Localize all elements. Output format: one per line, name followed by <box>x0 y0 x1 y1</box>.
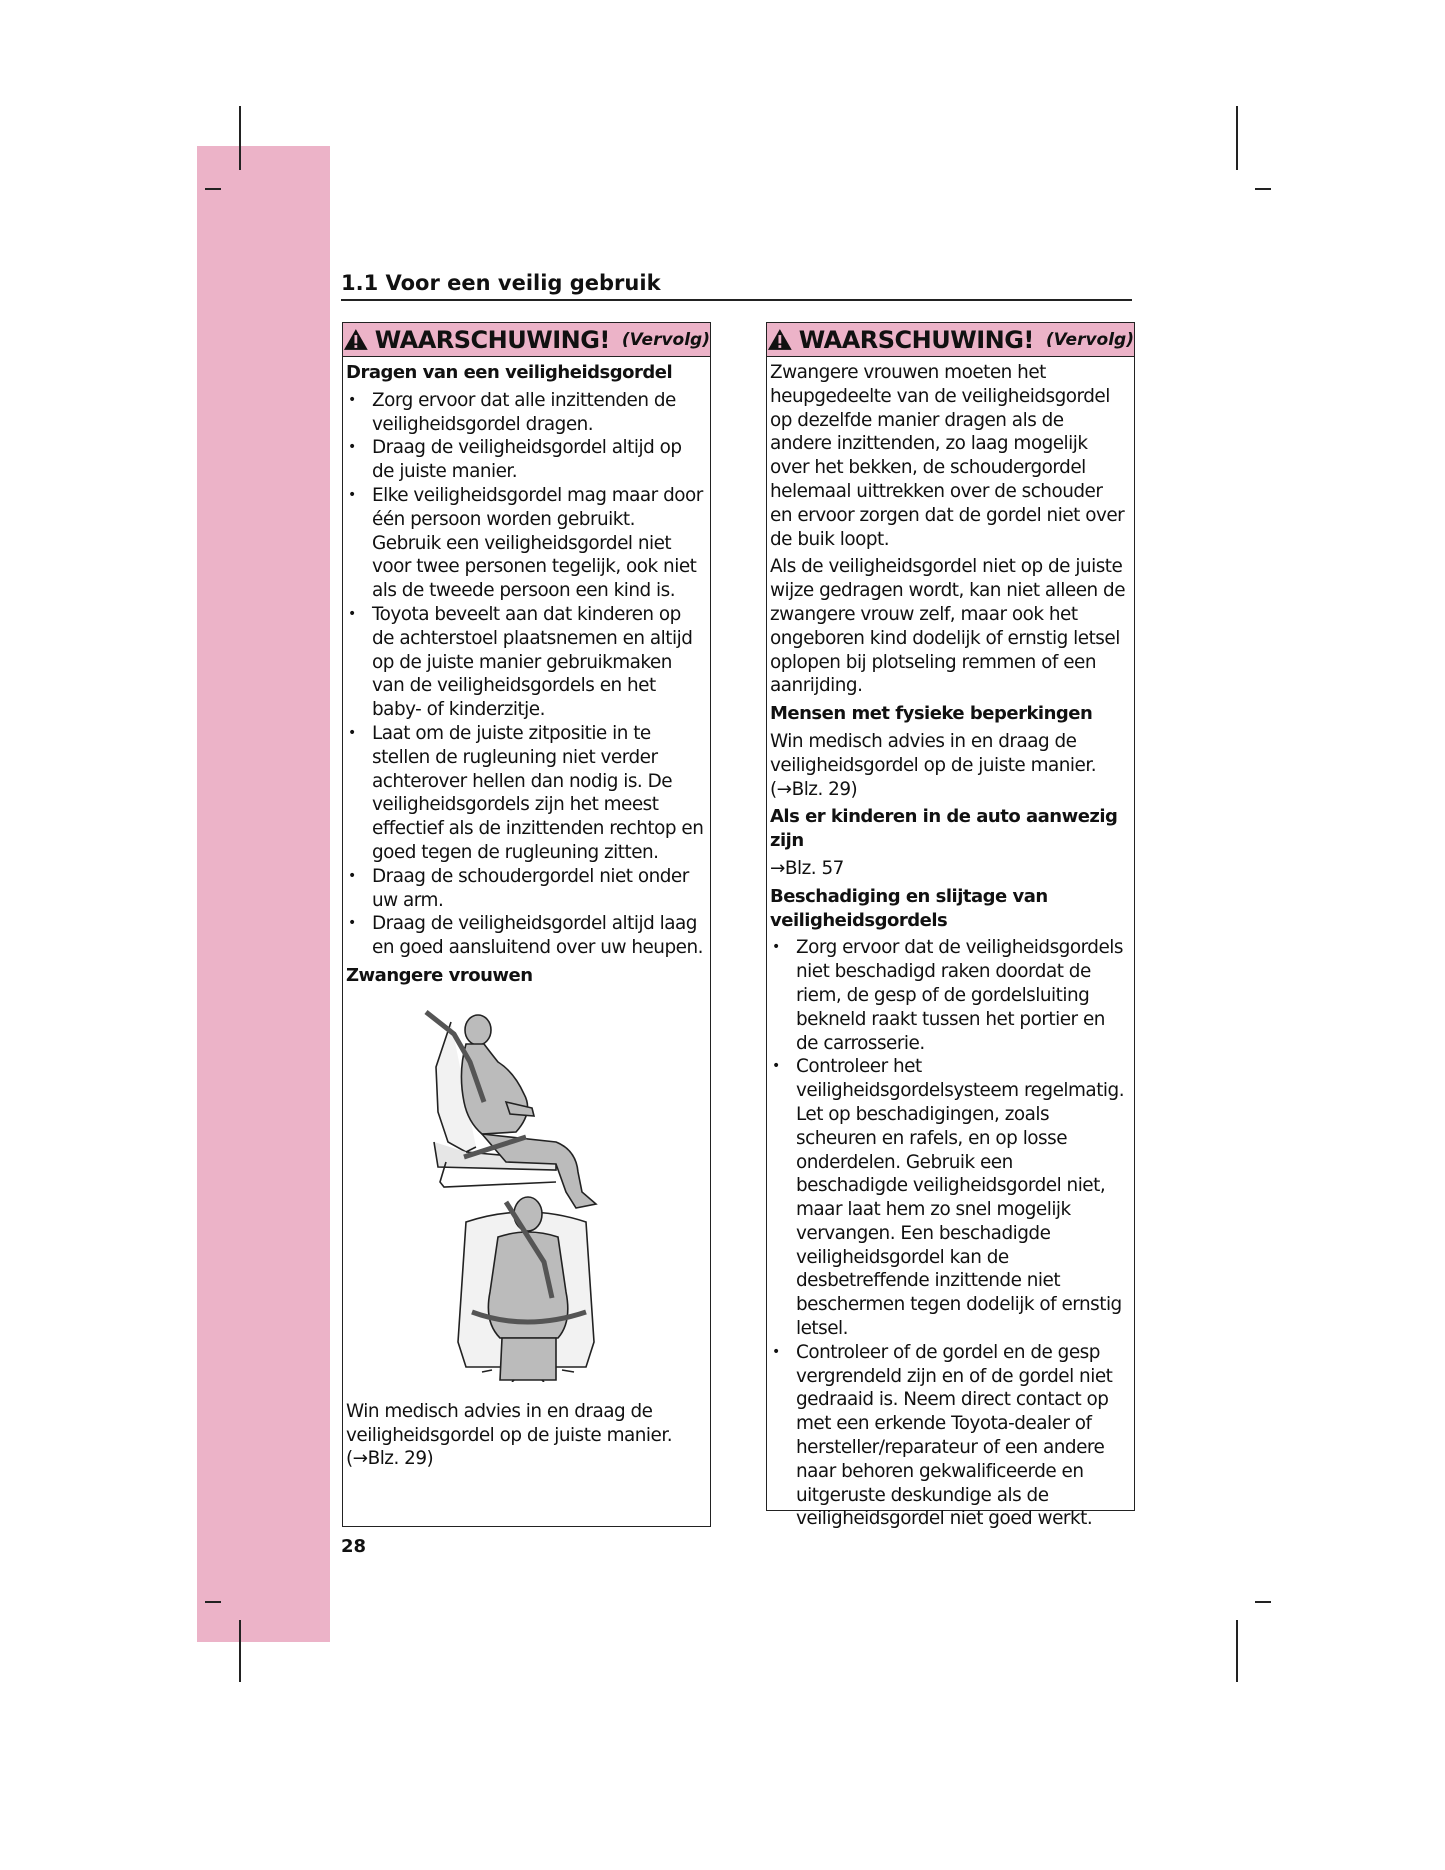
crop-mark <box>239 106 241 170</box>
closing-paragraph: Win medisch advies in en draag de veiligheidsgordel op de juiste manier. (→Blz. 29) <box>346 1400 673 1470</box>
warning-subtitle: (Vervolg) <box>1045 329 1134 350</box>
crop-mark <box>1255 188 1271 190</box>
list-item: • Laat om de juiste zitpositie in te stellen de rugleuning niet verder achterover hellen dan nodig is. De veiligheidsgordels zijn het meest effectief als de inzittenden rechtop en goed tegen de rugleuning zitten. <box>346 722 705 865</box>
paragraph: Zwangere vrouwen moeten het heupgedeelte van de veiligheidsgordel op dezelfde manier dragen als de andere inzittenden, zo laag mogelijk over het bekken, de schoudergordel helemaal uittrekken over de schouder en ervoor zorgen dat de gordel niet over de buik loopt. <box>770 362 1125 550</box>
section-rule <box>341 299 1132 301</box>
warning-triangle-icon <box>343 328 369 351</box>
crop-mark <box>205 188 221 190</box>
crop-mark <box>1255 1601 1271 1603</box>
list-item: • Controleer het veiligheidsgordelsysteem regelmatig. Let op beschadigingen, zoals scheuren en rafels, en op losse onderdelen. Gebruik een beschadigde veiligheidsgordel niet, maar laat hem zo snel mogelijk vervangen. Een beschadigde veiligheidsgordel kan de desbetreffende inzittende niet beschermen tegen dodelijk of ernstig letsel. <box>770 1055 1129 1341</box>
list-item: • Zorg ervoor dat de veiligheidsgordels niet beschadigd raken doordat de riem, de gesp of de gordelsluiting bekneld raakt tussen het portier en de carrosserie. <box>770 936 1129 1055</box>
warning-box-left <box>342 322 711 1527</box>
warning-content <box>343 357 710 1479</box>
warning-title: WAARSCHUWING! <box>798 325 1034 354</box>
warning-title: WAARSCHUWING! <box>374 325 610 354</box>
section-header: 1.1 Voor een veilig gebruik <box>341 271 661 295</box>
subheading: Dragen van een veiligheidsgordel <box>346 362 673 383</box>
paragraph: →Blz. 57 <box>770 857 844 879</box>
warning-subtitle: (Vervolg) <box>621 329 710 350</box>
list-item: • Draag de veiligheidsgordel altijd op de juiste manier. <box>346 436 705 484</box>
subheading: Beschadiging en slijtage van veiligheidsgordels <box>770 885 1048 931</box>
list-item: • Toyota beveelt aan dat kinderen op de achterstoel plaatsnemen en altijd op de juiste manier gebruikmaken van de veiligheidsgordels en het baby- of kinderzitje. <box>346 603 705 722</box>
warning-box-right <box>766 322 1135 1530</box>
paragraph: Als de veiligheidsgordel niet op de juiste wijze gedragen wordt, kan niet alleen de zwangere vrouw zelf, maar ook het ongeboren kind dodelijk of ernstig letsel oplopen bij plotseling remmen of een aanrijding. <box>770 556 1126 697</box>
list-item: • Controleer of de gordel en de gesp vergrendeld zijn en of de gordel niet gedraaid is. Neem direct contact op met een erkende Toyota-dealer of hersteller/reparateur of een andere naar behoren gekwalificeerde en uitgeruste deskundige als de veiligheidsgordel niet goed werkt. <box>770 1341 1129 1531</box>
bullet-list <box>346 389 705 960</box>
front-view-figure <box>458 1197 594 1382</box>
pregnant-woman-seatbelt-illustration <box>406 992 646 1382</box>
subheading: Zwangere vrouwen <box>346 964 533 986</box>
list-item: • Elke veiligheidsgordel mag maar door één persoon worden gebruikt. Gebruik een veiligheidsgordel niet voor twee personen tegelijk, ook niet als de tweede persoon een kind is. <box>346 484 705 603</box>
paragraph: Win medisch advies in en draag de veiligheidsgordel op de juiste manier. (→Blz. 29) <box>770 730 1097 800</box>
side-view-figure <box>426 1012 596 1208</box>
crop-mark <box>239 1620 241 1682</box>
bullet-list <box>770 936 1129 1531</box>
warning-triangle-icon <box>767 328 793 351</box>
page-number: 28 <box>341 1536 367 1557</box>
page-margin-strip <box>197 146 330 1642</box>
crop-mark <box>1236 1620 1238 1682</box>
warning-header <box>767 323 1134 357</box>
crop-mark <box>205 1601 221 1603</box>
warning-content <box>767 357 1134 1539</box>
list-item: • Draag de schoudergordel niet onder uw arm. <box>346 865 705 913</box>
warning-header <box>343 323 710 357</box>
subheading: Mensen met fysieke beperkingen <box>770 703 1093 725</box>
crop-mark <box>1236 106 1238 170</box>
subheading: Als er kinderen in de auto aanwezig zijn <box>770 806 1118 852</box>
list-item: • Zorg ervoor dat alle inzittenden de veiligheidsgordel dragen. <box>346 389 705 437</box>
list-item: • Draag de veiligheidsgordel altijd laag en goed aansluitend over uw heupen. <box>346 912 705 960</box>
